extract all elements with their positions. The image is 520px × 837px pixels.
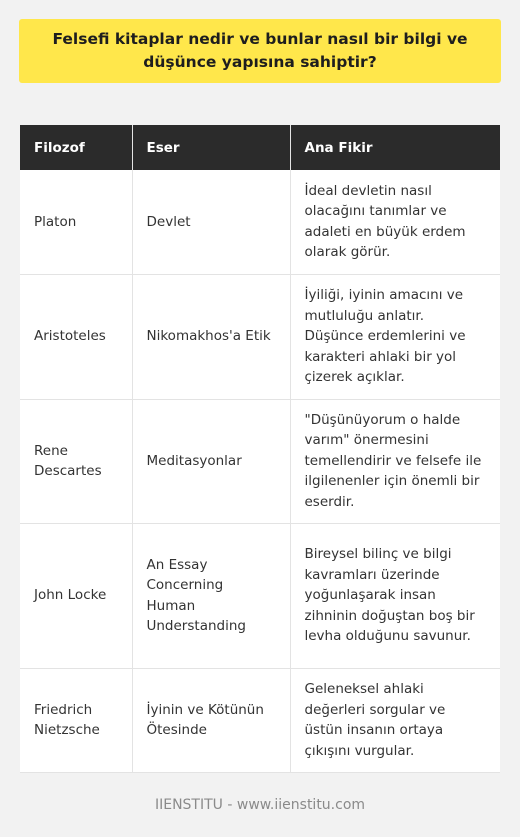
cell-ana-fikir: İyiliği, iyinin amacını ve mutluluğu anlatır. Düşünce erdemlerini ve karakteri ahlaki bir yol çizerek açıklar. <box>290 274 500 399</box>
header-eser: Eser <box>132 125 290 170</box>
cell-ana-fikir: "Düşünüyorum o halde varım" önermesini temellendirir ve felsefe ile ilgilenenler için önemli bir eserdir. <box>290 399 500 523</box>
header-filozof: Filozof <box>20 125 132 170</box>
table-row <box>20 668 500 772</box>
table-row <box>20 523 500 668</box>
cell-filozof: Aristoteles <box>20 274 132 399</box>
table-row <box>20 274 500 399</box>
footer-credit: IIENSTITU - www.iienstitu.com <box>154 797 366 813</box>
cell-eser: Meditasyonlar <box>132 399 290 523</box>
page-title: Felsefi kitaplar nedir ve bunlar nasıl bir bilgi ve düşünce yapısına sahiptir? <box>52 30 468 71</box>
cell-eser: İyinin ve Kötünün Ötesinde <box>132 668 290 772</box>
cell-filozof: Friedrich Nietzsche <box>20 668 132 772</box>
cell-filozof: Rene Descartes <box>20 399 132 523</box>
cell-eser: Devlet <box>132 170 290 274</box>
table-row <box>20 170 500 274</box>
cell-filozof: John Locke <box>20 523 132 668</box>
cell-eser: Nikomakhos'a Etik <box>132 274 290 399</box>
cell-filozof: Platon <box>20 170 132 274</box>
table-header-row <box>20 125 500 170</box>
philosophy-table <box>20 125 500 773</box>
cell-ana-fikir: Geleneksel ahlaki değerleri sorgular ve üstün insanın ortaya çıkışını vurgular. <box>290 668 500 772</box>
title-banner <box>19 19 501 83</box>
table-row <box>20 399 500 523</box>
cell-ana-fikir: İdeal devletin nasıl olacağını tanımlar ve adaleti en büyük erdem olarak görür. <box>290 170 500 274</box>
cell-eser: An Essay Concerning Human Understanding <box>132 523 290 668</box>
header-ana-fikir: Ana Fikir <box>290 125 500 170</box>
cell-ana-fikir: Bireysel bilinç ve bilgi kavramları üzerinde yoğunlaşarak insan zihninin doğuştan boş bir levha olduğunu savunur. <box>290 523 500 668</box>
